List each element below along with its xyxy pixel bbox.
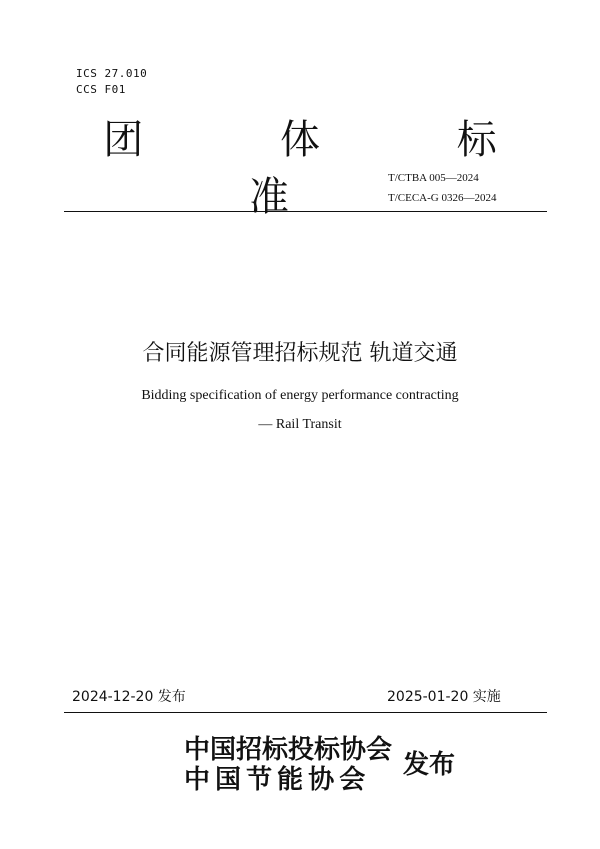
publisher-ceca: 中 国 节 能 协 会 (184, 765, 364, 795)
publish-label: 发布 (403, 750, 456, 780)
ccs-code: CCS F01 (76, 83, 126, 96)
title-english: Bidding specification of energy performance contracting (141, 388, 459, 403)
issue-date: 2024-12-20 发布 (72, 689, 186, 705)
implementation-date: 2025-01-20 实施 (387, 689, 501, 705)
standard-number-ceca: T/CECA-G 0326—2024 (388, 192, 497, 204)
title-chinese: 合同能源管理招标规范 轨道交通 (142, 341, 458, 366)
bottom-divider (64, 712, 547, 713)
ics-code: ICS 27.010 (76, 67, 148, 80)
standard-number-ctba: T/CTBA 005—2024 (388, 172, 479, 184)
document-type-heading: 团 体 标 准 (103, 117, 559, 220)
title-english-subtitle: — Rail Transit (258, 417, 342, 432)
publisher-ctba: 中国招标投标协会 (184, 735, 393, 765)
top-divider (64, 211, 547, 212)
